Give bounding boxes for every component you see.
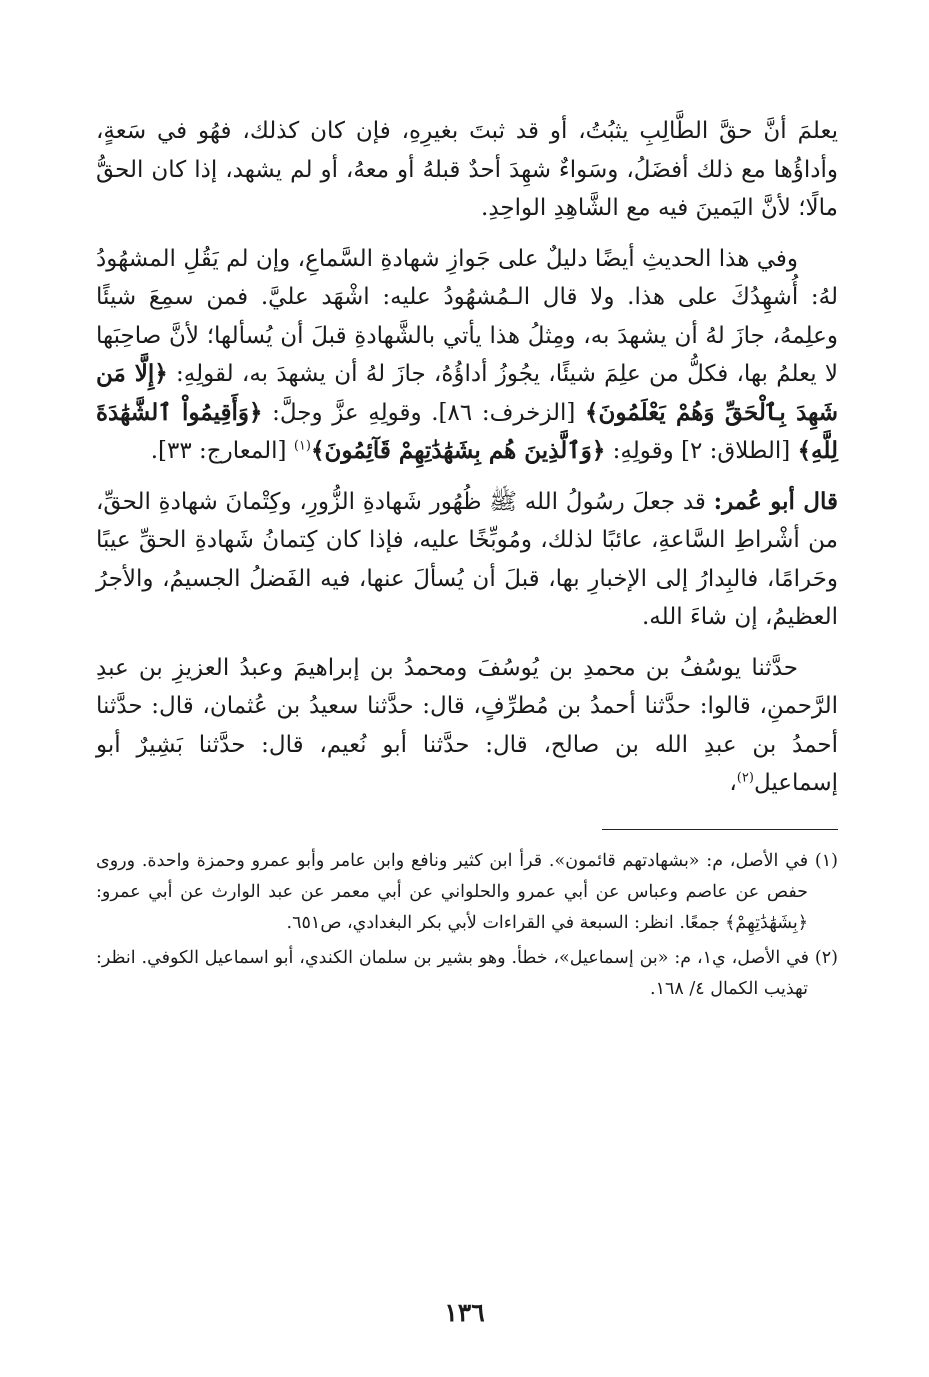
page-content: [96, 112, 838, 1005]
footnote-divider: [602, 829, 838, 830]
quran-verse-maarij: ﴿وَٱلَّذِينَ هُم بِشَهَٰدَٰتِهِمْ قَآئِمُونَ﴾: [310, 437, 606, 464]
quran-verse-zukhruf: ﴿إِلَّا مَن شَهِدَ بِٱلْحَقِّ وَهُمْ يَعْلَمُونَ﴾: [96, 360, 839, 426]
paragraph-1: [96, 112, 838, 228]
paragraph-2-text-2: [الزخرف: ٨٦]. وقولِهِ عزَّ وجلَّ:: [272, 399, 576, 426]
footnote-ref-2[interactable]: (٢): [736, 770, 754, 786]
paragraph-3: [96, 483, 838, 637]
footnote-1: (١) في الأصل، م: «بشهادتهم قائمون». قرأ ابن كثير ونافع وابن عامر وأبو عمرو وحمزة واحدة. وروى حفص عن عاصم وعباس عن أبي عمرو والحلواني عن أبي معمر عن عبد الوارث عن أبي عمرو: ﴿بِشَهَٰدَٰتِهِمْ﴾ جمعًا. انظر: السبعة في القراءات لأبي بكر البغدادي، ص٦٥١.: [96, 850, 838, 933]
footnote-2: (٢) في الأصل، ي١، م: «بن إسماعيل»، خطأ. وهو بشير بن سلمان الكندي، أبو اسماعيل الكوفي. انظر: تهذيب الكمال ٤/ ١٦٨.: [96, 947, 838, 999]
paragraph-2: [96, 240, 838, 471]
paragraph-4: [96, 649, 838, 803]
paragraph-2-text-3: [الطلاق: ٢] وقولِهِ:: [612, 438, 791, 464]
page-number: ١٣٦: [444, 1298, 485, 1327]
footnotes: [96, 846, 838, 1005]
paragraph-4-text: حدَّثنا يوسُفُ بن محمدِ بن يُوسُفَ ومحمدُ بن إبراهيمَ وعبدُ العزيزِ بن عبدِ الرَّحمنِ، قالوا: حدَّثنا أحمدُ بن مُطرِّفٍ، قال: حدَّثنا سعيدُ بن عُثمان، قال: حدَّثنا أحمدُ بن عبدِ الله بن صالح، قال: حدَّثنا أبو نُعيم، قال: حدَّثنا بَشِيرٌ أبو إسماعيل: [96, 654, 838, 796]
footnote-ref-1[interactable]: (١): [293, 438, 311, 454]
paragraph-2-text-1: وفي هذا الحديثِ أيضًا دليلٌ على جَوازِ شهادةِ السَّماعِ، وإن لم يَقُلِ المشهُودُ لهُ: أُشهِدُكَ على هذا. ولا قال الـمُشهُودُ عليه: اشْهَد عليَّ. فمن سمِعَ شيئًا وعلِمهُ، جازَ لهُ أن يشهدَ به، ومِثلُ هذا يأتي بالشَّهادةِ قبلَ أن يُسألها؛ لأنَّ صاحِبَها لا يعلمُ بها، فكلُّ من علِمَ شيئًا، يجُوزُ أداؤُهُ، جازَ لهُ أن يشهدَ به، لقولِهِ:: [96, 245, 838, 387]
paragraph-2-text-4: [المعارج: ٣٣].: [150, 438, 287, 464]
paragraph-3-text: قد جعلَ رسُولُ الله ﷺ ظُهُور شَهادةِ الزُّورِ، وكِتْمانَ شهادةِ الحقِّ، من أشْراطِ السَّاعةِ، عائبًا لذلك، ومُوبِّخًا عليه، فإذا كان كِتمانُ شَهادةِ الحقِّ عيبًا وحَرامًا، فالبِدارُ إلى الإخبارِ بها، قبلَ أن يُسألَ عنها، فيه الفَضلُ الجسيمُ، والأجرُ العظيمُ، إن شاءَ الله.: [96, 488, 838, 630]
paragraph-1-text: يعلمَ أنَّ حقَّ الطَّالِبِ يثبُتُ، أو قد ثبتَ بغيرِهِ، فإن كان كذلك، فهُو في سَعةٍ، وأداؤُها مع ذلك أفضَلُ، وسَواءٌ شهِدَ أحدٌ قبلهُ أو معهُ، أو لم يشهد، إذا كان الحقُّ مالًا؛ لأنَّ اليَمينَ فيه مع الشَّاهِدِ الواحِدِ.: [96, 118, 838, 221]
quran-verse-talaq: ﴿وَأَقِيمُواْ ٱلشَّهَٰدَةَ لِلَّهِ﴾: [96, 398, 838, 464]
paragraph-4-end: ،: [729, 770, 737, 796]
speaker-label: قال أبو عُمر:: [713, 487, 838, 515]
